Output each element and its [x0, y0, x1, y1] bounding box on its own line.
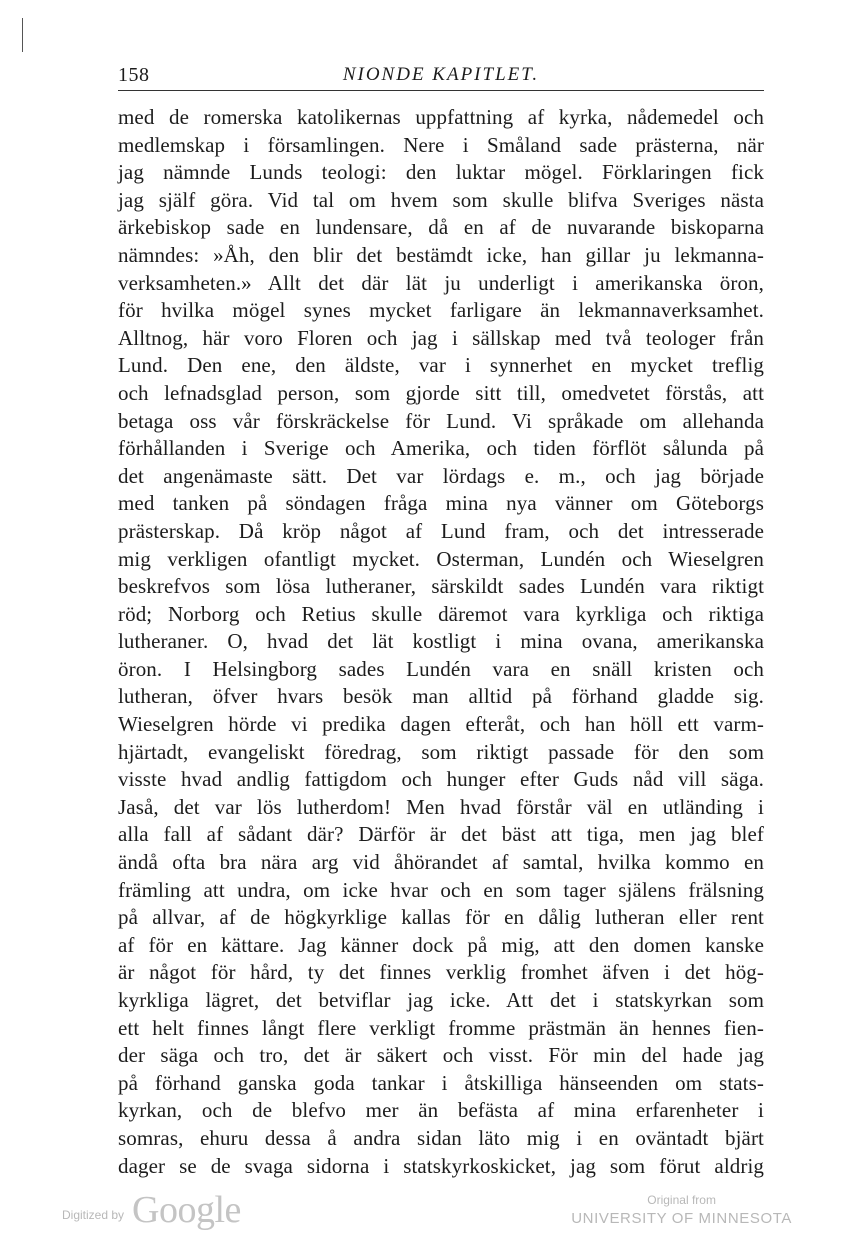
text-line: lutheran, öfver hvars besök man alltid på förhand gladde sig. — [118, 684, 764, 709]
text-line: Alltnog, här voro Floren och jag i sällskap med två teologer från — [118, 325, 764, 350]
text-line: alla fall af sådant där? Därför är det bäst att tiga, men jag blef — [118, 822, 764, 847]
text-line: medlemskap i församlingen. Nere i Småland sade prästerna, när — [118, 132, 764, 157]
text-line: ett helt finnes långt flere verkligt fromme prästmän än hennes fien- — [118, 1015, 764, 1040]
text-line: mig verkligen ofantligt mycket. Osterman, Lundén och Wieselgren — [118, 546, 764, 571]
text-line: öron. I Helsingborg sades Lundén vara en snäll kristen och — [118, 656, 764, 681]
text-line: och lefnadsglad person, som gjorde sitt till, omedvetet förstås, att — [118, 380, 764, 405]
source-watermark — [571, 1192, 792, 1230]
text-line: prästerskap. Då kröp något af Lund fram, och det intresserade — [118, 518, 764, 543]
text-line: der säga och tro, det är säkert och visst. För min del hade jag — [118, 1043, 764, 1068]
original-from-label: Original from — [647, 1193, 716, 1207]
text-line: förhållanden i Sverige och Amerika, och tiden förflöt sålunda på — [118, 436, 764, 461]
text-line: visste hvad andlig fattigdom och hunger efter Guds nåd vill säga. — [118, 767, 764, 792]
text-line: för hvilka mögel synes mycket farligare än lekmannaverksamhet. — [118, 298, 764, 323]
institution-name: UNIVERSITY OF MINNESOTA — [571, 1210, 792, 1227]
digitized-by-label: Digitized by — [62, 1208, 125, 1222]
running-title: NIONDE KAPITLET. — [342, 64, 540, 85]
text-line: på förhand ganska goda tankar i åtskilliga hänseenden om stats- — [118, 1070, 764, 1095]
text-line: främling att undra, om icke hvar och en som tager själens frälsning — [118, 877, 764, 902]
page-number: 158 — [118, 64, 150, 86]
text-line: jag själf göra. Vid tal om hvem som skulle blifva Sveriges nästa — [118, 187, 764, 212]
text-line: kyrkan, och de blefvo mer än befästa af mina erfarenheter i — [118, 1098, 764, 1123]
text-line: hjärtadt, evangeliskt föredrag, som riktigt passade för den som — [118, 739, 764, 764]
text-line: af för en kättare. Jag känner dock på mig, att den domen kanske — [118, 932, 764, 957]
text-line: med de romerska katolikernas uppfattning af kyrka, nådemedel och — [118, 105, 764, 129]
text-line: Lund. Den ene, den äldste, var i synnerhet en mycket treflig — [118, 353, 764, 378]
text-line: beskrefvos som lösa lutheraner, särskildt sades Lundén vara riktigt — [118, 574, 764, 599]
text-line: betaga oss vår förskräckelse för Lund. Vi språkade om allehanda — [118, 408, 764, 433]
text-line: nämndes: »Åh, den blir det bestämdt icke, han gillar ju lekmanna- — [118, 242, 764, 267]
google-logo: Google — [132, 1189, 241, 1231]
text-line: med tanken på söndagen fråga mina nya vänner om Göteborgs — [118, 491, 764, 516]
text-line: dager se de svaga sidorna i statskyrkoskicket, jag som förut aldrig — [118, 1153, 764, 1178]
text-line: kyrkliga lägret, det betviflar jag icke. Att det i statskyrkan som — [118, 988, 764, 1012]
text-line: Wieselgren hörde vi predika dagen efteråt, och han höll ett varm- — [118, 712, 764, 737]
text-line: Jaså, det var lös lutherdom! Men hvad förstår väl en utländing i — [118, 794, 764, 819]
text-line: ändå ofta bra nära arg vid åhörandet af samtal, hvilka kommo en — [118, 850, 764, 875]
text-line: det angenämaste sätt. Det var lördags e. m., och jag började — [118, 463, 764, 488]
text-line: röd; Norborg och Retius skulle däremot vara kyrkliga och riktiga — [118, 601, 764, 626]
text-line: somras, ehuru dessa å andra sidan läto mig i en oväntadt bjärt — [118, 1125, 764, 1150]
digitized-watermark — [62, 1186, 241, 1234]
text-line: är något för hård, ty det finnes verklig fromhet äfven i det hög- — [118, 960, 764, 985]
text-line: på allvar, af de högkyrklige kallas för en dålig lutheran eller rent — [118, 905, 764, 930]
text-line: lutheraner. O, hvad det lät kostligt i mina ovana, amerikanska — [118, 629, 764, 654]
text-line: verksamheten.» Allt det där lät ju underligt i amerikanska öron, — [118, 270, 764, 295]
body-text — [118, 104, 764, 1180]
text-line: ärkebiskop sade en lundensare, då en af de nuvarande biskoparna — [118, 215, 764, 240]
page-header — [118, 60, 764, 91]
text-line: jag nämnde Lunds teologi: den luktar mögel. Förklaringen fick — [118, 160, 764, 185]
scan-edge-mark — [22, 18, 23, 52]
